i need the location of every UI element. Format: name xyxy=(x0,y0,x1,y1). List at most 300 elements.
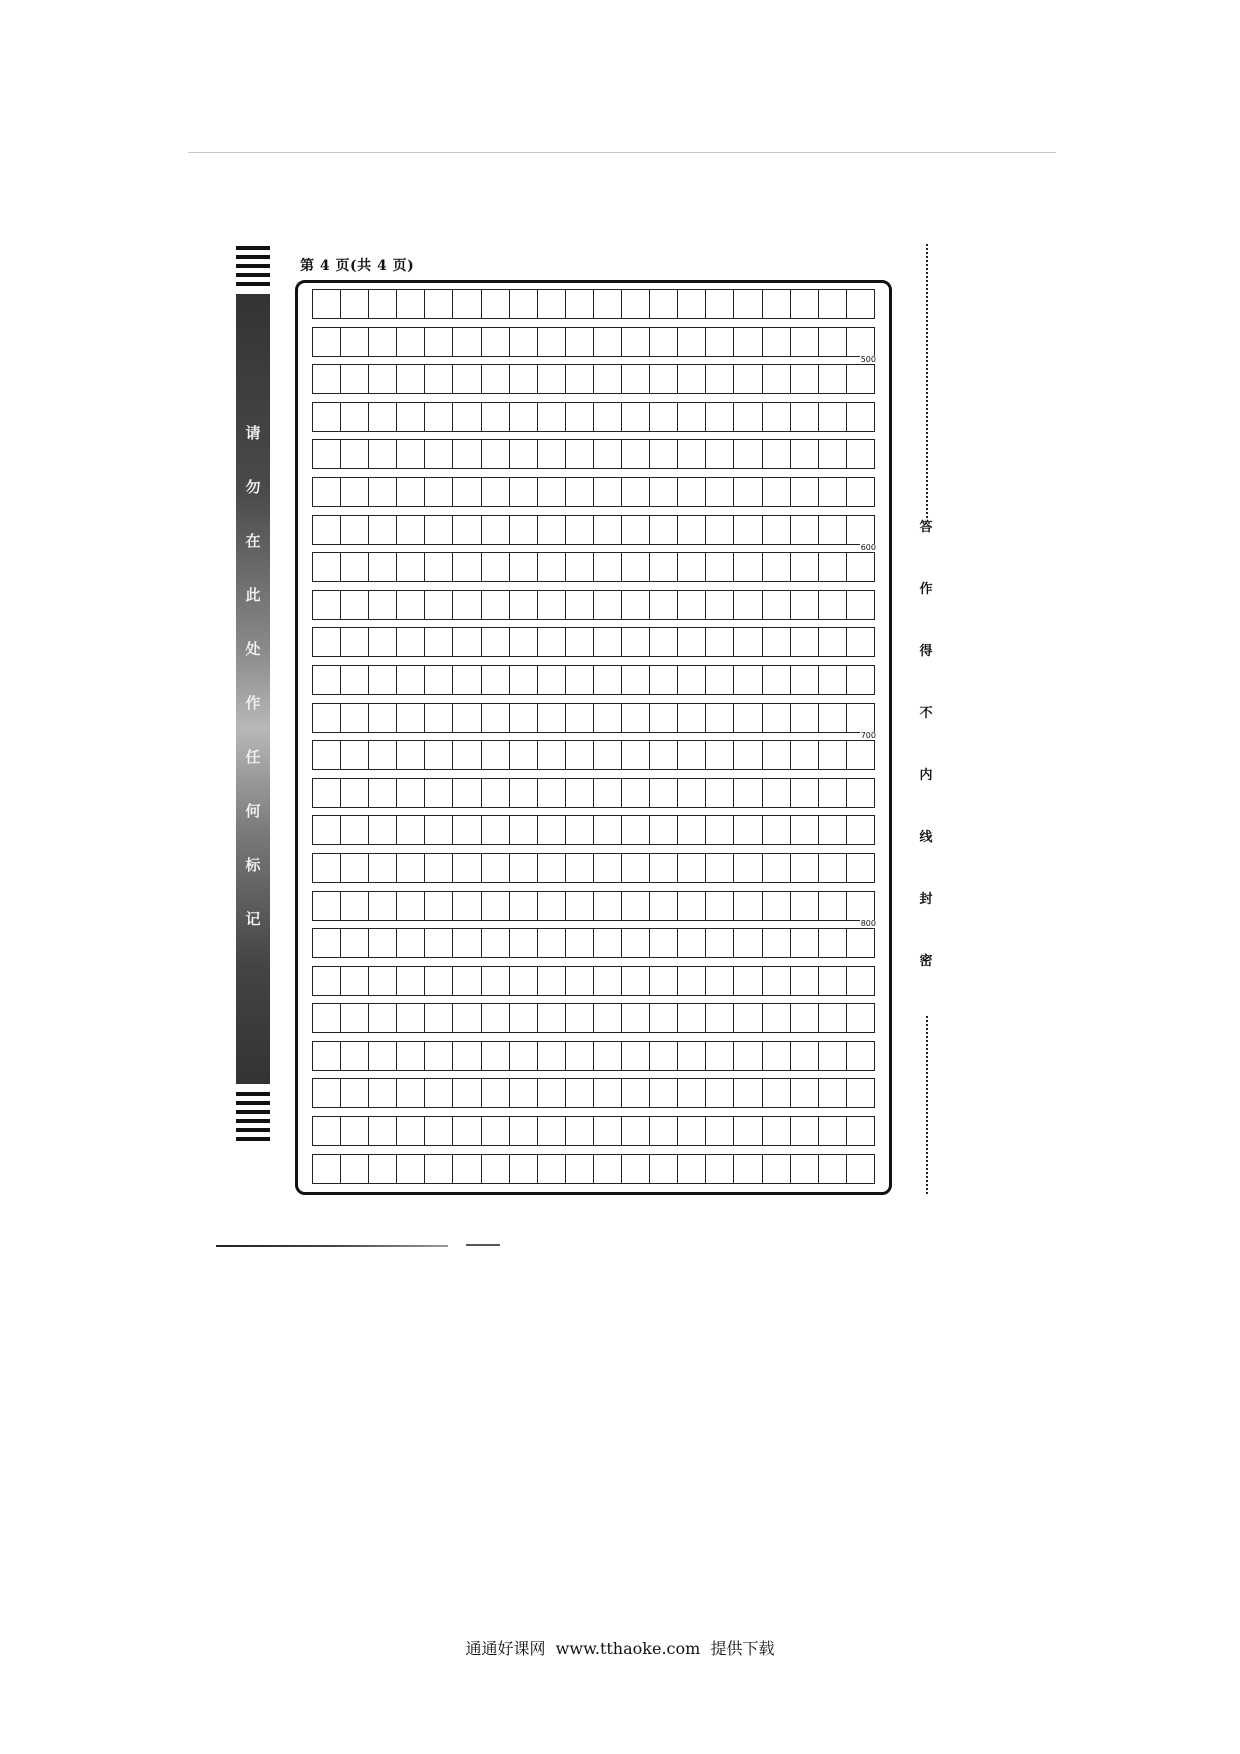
writing-cell[interactable] xyxy=(677,1117,705,1145)
writing-cell[interactable] xyxy=(452,892,480,920)
writing-cell[interactable] xyxy=(424,328,452,356)
writing-cell[interactable] xyxy=(452,591,480,619)
writing-cell[interactable] xyxy=(565,816,593,844)
writing-cell[interactable] xyxy=(733,628,761,656)
writing-cell[interactable] xyxy=(396,1004,424,1032)
writing-cell[interactable] xyxy=(340,1042,368,1070)
writing-cell[interactable] xyxy=(537,516,565,544)
writing-cell[interactable] xyxy=(452,290,480,318)
writing-cell[interactable] xyxy=(565,365,593,393)
writing-cell[interactable] xyxy=(481,1079,509,1107)
writing-cell[interactable] xyxy=(846,403,875,431)
writing-cell[interactable] xyxy=(424,628,452,656)
writing-cell[interactable] xyxy=(396,328,424,356)
writing-cell[interactable] xyxy=(818,478,846,506)
writing-cell[interactable] xyxy=(312,1155,340,1183)
writing-cell[interactable] xyxy=(509,666,537,694)
writing-cell[interactable] xyxy=(368,1004,396,1032)
writing-cell[interactable] xyxy=(509,1155,537,1183)
writing-cell[interactable] xyxy=(705,704,733,732)
writing-cell[interactable] xyxy=(537,403,565,431)
writing-cell[interactable] xyxy=(621,628,649,656)
writing-cell[interactable] xyxy=(368,779,396,807)
writing-cell[interactable] xyxy=(312,478,340,506)
writing-cell[interactable] xyxy=(481,1155,509,1183)
writing-cell[interactable] xyxy=(340,553,368,581)
writing-cell[interactable] xyxy=(368,1079,396,1107)
writing-cell[interactable] xyxy=(340,854,368,882)
writing-cell[interactable] xyxy=(593,854,621,882)
writing-cell[interactable] xyxy=(677,892,705,920)
writing-cell[interactable] xyxy=(565,290,593,318)
writing-cell[interactable] xyxy=(396,553,424,581)
writing-cell[interactable] xyxy=(733,403,761,431)
writing-cell[interactable] xyxy=(790,403,818,431)
writing-cell[interactable] xyxy=(509,290,537,318)
writing-cell[interactable] xyxy=(396,591,424,619)
writing-cell[interactable] xyxy=(677,929,705,957)
writing-cell[interactable] xyxy=(593,741,621,769)
writing-cell[interactable] xyxy=(733,365,761,393)
writing-cell[interactable] xyxy=(424,666,452,694)
writing-cell[interactable] xyxy=(818,967,846,995)
writing-cell[interactable] xyxy=(396,290,424,318)
writing-cell[interactable] xyxy=(762,403,790,431)
writing-cell[interactable] xyxy=(396,704,424,732)
writing-cell[interactable] xyxy=(649,779,677,807)
writing-cell[interactable] xyxy=(396,1042,424,1070)
writing-cell[interactable] xyxy=(677,1042,705,1070)
writing-cell[interactable] xyxy=(452,967,480,995)
writing-cell[interactable] xyxy=(565,854,593,882)
writing-cell[interactable] xyxy=(846,1042,875,1070)
writing-cell[interactable] xyxy=(593,1117,621,1145)
writing-cell[interactable] xyxy=(621,929,649,957)
writing-cell[interactable] xyxy=(452,779,480,807)
writing-cell[interactable] xyxy=(649,591,677,619)
writing-cell[interactable] xyxy=(649,1155,677,1183)
writing-cell[interactable] xyxy=(424,1042,452,1070)
writing-cell[interactable] xyxy=(452,929,480,957)
writing-cell[interactable] xyxy=(396,854,424,882)
writing-cell[interactable] xyxy=(649,440,677,468)
writing-cell[interactable] xyxy=(762,854,790,882)
writing-cell[interactable] xyxy=(649,1117,677,1145)
writing-cell[interactable] xyxy=(677,516,705,544)
writing-cell[interactable] xyxy=(846,967,875,995)
writing-cell[interactable] xyxy=(312,591,340,619)
writing-cell[interactable] xyxy=(396,892,424,920)
writing-cell[interactable] xyxy=(593,516,621,544)
writing-cell[interactable] xyxy=(481,478,509,506)
writing-cell[interactable] xyxy=(593,553,621,581)
writing-cell[interactable] xyxy=(846,516,875,544)
writing-cell[interactable] xyxy=(762,290,790,318)
writing-cell[interactable] xyxy=(368,741,396,769)
writing-cell[interactable] xyxy=(733,478,761,506)
writing-cell[interactable] xyxy=(312,290,340,318)
writing-cell[interactable] xyxy=(424,704,452,732)
writing-cell[interactable] xyxy=(481,967,509,995)
writing-cell[interactable] xyxy=(340,403,368,431)
writing-cell[interactable] xyxy=(396,1117,424,1145)
writing-cell[interactable] xyxy=(818,1004,846,1032)
writing-cell[interactable] xyxy=(621,478,649,506)
writing-cell[interactable] xyxy=(705,816,733,844)
writing-cell[interactable] xyxy=(452,741,480,769)
writing-cell[interactable] xyxy=(368,666,396,694)
writing-cell[interactable] xyxy=(424,741,452,769)
writing-cell[interactable] xyxy=(621,779,649,807)
writing-cell[interactable] xyxy=(621,328,649,356)
writing-cell[interactable] xyxy=(424,1079,452,1107)
writing-cell[interactable] xyxy=(790,1155,818,1183)
writing-cell[interactable] xyxy=(818,1079,846,1107)
writing-cell[interactable] xyxy=(368,1042,396,1070)
writing-cell[interactable] xyxy=(368,478,396,506)
writing-cell[interactable] xyxy=(790,478,818,506)
writing-cell[interactable] xyxy=(424,1155,452,1183)
writing-cell[interactable] xyxy=(396,478,424,506)
writing-cell[interactable] xyxy=(509,892,537,920)
writing-cell[interactable] xyxy=(733,440,761,468)
writing-cell[interactable] xyxy=(565,779,593,807)
writing-cell[interactable] xyxy=(790,516,818,544)
writing-cell[interactable] xyxy=(509,1042,537,1070)
writing-cell[interactable] xyxy=(312,929,340,957)
writing-cell[interactable] xyxy=(593,628,621,656)
writing-cell[interactable] xyxy=(312,967,340,995)
writing-cell[interactable] xyxy=(649,403,677,431)
writing-cell[interactable] xyxy=(677,1004,705,1032)
writing-cell[interactable] xyxy=(368,403,396,431)
writing-cell[interactable] xyxy=(312,816,340,844)
writing-cell[interactable] xyxy=(452,478,480,506)
writing-cell[interactable] xyxy=(621,1042,649,1070)
writing-cell[interactable] xyxy=(424,967,452,995)
writing-cell[interactable] xyxy=(705,553,733,581)
writing-cell[interactable] xyxy=(452,854,480,882)
writing-cell[interactable] xyxy=(733,1004,761,1032)
writing-cell[interactable] xyxy=(396,929,424,957)
writing-cell[interactable] xyxy=(565,1004,593,1032)
writing-cell[interactable] xyxy=(790,741,818,769)
writing-cell[interactable] xyxy=(733,816,761,844)
writing-cell[interactable] xyxy=(537,328,565,356)
writing-cell[interactable] xyxy=(593,816,621,844)
writing-cell[interactable] xyxy=(396,1155,424,1183)
writing-cell[interactable] xyxy=(593,478,621,506)
writing-cell[interactable] xyxy=(368,628,396,656)
writing-cell[interactable] xyxy=(677,1155,705,1183)
writing-cell[interactable] xyxy=(368,854,396,882)
writing-cell[interactable] xyxy=(846,591,875,619)
writing-cell[interactable] xyxy=(846,892,875,920)
writing-cell[interactable] xyxy=(677,290,705,318)
writing-cell[interactable] xyxy=(565,967,593,995)
writing-cell[interactable] xyxy=(565,516,593,544)
writing-cell[interactable] xyxy=(649,328,677,356)
writing-cell[interactable] xyxy=(509,779,537,807)
writing-cell[interactable] xyxy=(452,516,480,544)
writing-cell[interactable] xyxy=(396,516,424,544)
writing-cell[interactable] xyxy=(396,1079,424,1107)
writing-cell[interactable] xyxy=(790,440,818,468)
writing-cell[interactable] xyxy=(368,816,396,844)
writing-cell[interactable] xyxy=(677,328,705,356)
writing-cell[interactable] xyxy=(452,440,480,468)
writing-cell[interactable] xyxy=(565,666,593,694)
writing-cell[interactable] xyxy=(593,1079,621,1107)
writing-cell[interactable] xyxy=(312,1004,340,1032)
writing-cell[interactable] xyxy=(621,403,649,431)
writing-cell[interactable] xyxy=(846,628,875,656)
writing-cell[interactable] xyxy=(593,666,621,694)
writing-cell[interactable] xyxy=(537,929,565,957)
writing-cell[interactable] xyxy=(818,365,846,393)
writing-cell[interactable] xyxy=(424,290,452,318)
writing-cell[interactable] xyxy=(649,854,677,882)
writing-cell[interactable] xyxy=(621,1117,649,1145)
writing-cell[interactable] xyxy=(509,854,537,882)
writing-cell[interactable] xyxy=(818,290,846,318)
writing-cell[interactable] xyxy=(312,666,340,694)
writing-cell[interactable] xyxy=(621,553,649,581)
writing-cell[interactable] xyxy=(509,1079,537,1107)
writing-cell[interactable] xyxy=(424,516,452,544)
writing-cell[interactable] xyxy=(312,328,340,356)
writing-cell[interactable] xyxy=(368,516,396,544)
writing-cell[interactable] xyxy=(368,1155,396,1183)
writing-cell[interactable] xyxy=(649,478,677,506)
writing-cell[interactable] xyxy=(762,1155,790,1183)
writing-cell[interactable] xyxy=(649,967,677,995)
writing-cell[interactable] xyxy=(621,741,649,769)
writing-cell[interactable] xyxy=(593,1004,621,1032)
writing-cell[interactable] xyxy=(762,440,790,468)
writing-cell[interactable] xyxy=(340,1004,368,1032)
writing-cell[interactable] xyxy=(340,929,368,957)
writing-cell[interactable] xyxy=(340,892,368,920)
writing-cell[interactable] xyxy=(621,516,649,544)
writing-cell[interactable] xyxy=(846,290,875,318)
writing-cell[interactable] xyxy=(312,1117,340,1145)
writing-cell[interactable] xyxy=(565,741,593,769)
writing-cell[interactable] xyxy=(312,440,340,468)
writing-cell[interactable] xyxy=(846,929,875,957)
writing-cell[interactable] xyxy=(790,779,818,807)
writing-cell[interactable] xyxy=(790,1117,818,1145)
writing-cell[interactable] xyxy=(733,516,761,544)
writing-cell[interactable] xyxy=(733,666,761,694)
writing-cell[interactable] xyxy=(424,403,452,431)
writing-cell[interactable] xyxy=(677,403,705,431)
writing-cell[interactable] xyxy=(452,1079,480,1107)
writing-cell[interactable] xyxy=(705,854,733,882)
writing-cell[interactable] xyxy=(649,741,677,769)
writing-cell[interactable] xyxy=(424,892,452,920)
writing-cell[interactable] xyxy=(733,591,761,619)
writing-cell[interactable] xyxy=(368,328,396,356)
writing-cell[interactable] xyxy=(733,967,761,995)
writing-cell[interactable] xyxy=(481,365,509,393)
writing-cell[interactable] xyxy=(340,779,368,807)
writing-cell[interactable] xyxy=(762,704,790,732)
writing-cell[interactable] xyxy=(621,1079,649,1107)
writing-cell[interactable] xyxy=(312,704,340,732)
writing-cell[interactable] xyxy=(312,553,340,581)
writing-cell[interactable] xyxy=(452,553,480,581)
writing-cell[interactable] xyxy=(677,1079,705,1107)
writing-cell[interactable] xyxy=(621,591,649,619)
writing-cell[interactable] xyxy=(705,1079,733,1107)
writing-cell[interactable] xyxy=(762,1079,790,1107)
writing-cell[interactable] xyxy=(677,704,705,732)
writing-cell[interactable] xyxy=(368,704,396,732)
writing-cell[interactable] xyxy=(649,816,677,844)
writing-cell[interactable] xyxy=(705,892,733,920)
writing-cell[interactable] xyxy=(340,967,368,995)
writing-cell[interactable] xyxy=(733,1079,761,1107)
writing-cell[interactable] xyxy=(649,1004,677,1032)
writing-cell[interactable] xyxy=(509,516,537,544)
writing-cell[interactable] xyxy=(733,290,761,318)
writing-cell[interactable] xyxy=(818,1042,846,1070)
writing-cell[interactable] xyxy=(733,328,761,356)
writing-cell[interactable] xyxy=(818,1155,846,1183)
writing-cell[interactable] xyxy=(621,440,649,468)
writing-cell[interactable] xyxy=(312,854,340,882)
writing-cell[interactable] xyxy=(312,892,340,920)
writing-cell[interactable] xyxy=(818,892,846,920)
writing-cell[interactable] xyxy=(537,365,565,393)
writing-cell[interactable] xyxy=(733,704,761,732)
writing-cell[interactable] xyxy=(762,516,790,544)
writing-cell[interactable] xyxy=(621,967,649,995)
writing-cell[interactable] xyxy=(762,628,790,656)
writing-cell[interactable] xyxy=(846,854,875,882)
writing-cell[interactable] xyxy=(368,1117,396,1145)
writing-cell[interactable] xyxy=(593,892,621,920)
writing-cell[interactable] xyxy=(340,1155,368,1183)
writing-cell[interactable] xyxy=(509,929,537,957)
writing-cell[interactable] xyxy=(818,816,846,844)
writing-cell[interactable] xyxy=(593,403,621,431)
writing-cell[interactable] xyxy=(677,779,705,807)
writing-cell[interactable] xyxy=(705,1004,733,1032)
writing-cell[interactable] xyxy=(705,290,733,318)
writing-cell[interactable] xyxy=(593,967,621,995)
writing-cell[interactable] xyxy=(621,704,649,732)
writing-cell[interactable] xyxy=(509,1117,537,1145)
writing-cell[interactable] xyxy=(565,1155,593,1183)
writing-cell[interactable] xyxy=(481,403,509,431)
writing-cell[interactable] xyxy=(790,1079,818,1107)
writing-cell[interactable] xyxy=(705,1042,733,1070)
writing-cell[interactable] xyxy=(368,929,396,957)
writing-cell[interactable] xyxy=(424,440,452,468)
writing-cell[interactable] xyxy=(396,365,424,393)
writing-cell[interactable] xyxy=(790,290,818,318)
writing-cell[interactable] xyxy=(649,666,677,694)
writing-cell[interactable] xyxy=(733,741,761,769)
writing-cell[interactable] xyxy=(649,365,677,393)
writing-cell[interactable] xyxy=(340,666,368,694)
writing-cell[interactable] xyxy=(481,816,509,844)
writing-cell[interactable] xyxy=(340,365,368,393)
writing-cell[interactable] xyxy=(368,553,396,581)
writing-cell[interactable] xyxy=(509,553,537,581)
writing-cell[interactable] xyxy=(481,1117,509,1145)
writing-cell[interactable] xyxy=(565,553,593,581)
writing-cell[interactable] xyxy=(593,1042,621,1070)
writing-cell[interactable] xyxy=(424,1117,452,1145)
writing-cell[interactable] xyxy=(846,1004,875,1032)
writing-cell[interactable] xyxy=(621,290,649,318)
writing-cell[interactable] xyxy=(790,1042,818,1070)
writing-cell[interactable] xyxy=(846,478,875,506)
writing-cell[interactable] xyxy=(649,553,677,581)
writing-cell[interactable] xyxy=(509,328,537,356)
writing-cell[interactable] xyxy=(537,290,565,318)
writing-cell[interactable] xyxy=(621,666,649,694)
writing-cell[interactable] xyxy=(481,1042,509,1070)
writing-cell[interactable] xyxy=(790,854,818,882)
writing-cell[interactable] xyxy=(733,892,761,920)
writing-cell[interactable] xyxy=(677,553,705,581)
writing-cell[interactable] xyxy=(677,854,705,882)
writing-cell[interactable] xyxy=(705,628,733,656)
writing-cell[interactable] xyxy=(705,365,733,393)
writing-cell[interactable] xyxy=(790,365,818,393)
writing-cell[interactable] xyxy=(537,1079,565,1107)
writing-cell[interactable] xyxy=(424,1004,452,1032)
writing-cell[interactable] xyxy=(762,365,790,393)
writing-cell[interactable] xyxy=(790,628,818,656)
writing-cell[interactable] xyxy=(733,553,761,581)
writing-cell[interactable] xyxy=(340,440,368,468)
writing-cell[interactable] xyxy=(593,779,621,807)
writing-cell[interactable] xyxy=(565,929,593,957)
writing-cell[interactable] xyxy=(537,553,565,581)
writing-cell[interactable] xyxy=(481,440,509,468)
writing-cell[interactable] xyxy=(481,1004,509,1032)
writing-cell[interactable] xyxy=(621,1004,649,1032)
writing-cell[interactable] xyxy=(790,1004,818,1032)
writing-cell[interactable] xyxy=(677,666,705,694)
writing-cell[interactable] xyxy=(846,704,875,732)
writing-cell[interactable] xyxy=(396,440,424,468)
writing-cell[interactable] xyxy=(452,1155,480,1183)
writing-cell[interactable] xyxy=(537,741,565,769)
writing-cell[interactable] xyxy=(565,1042,593,1070)
writing-cell[interactable] xyxy=(537,1155,565,1183)
writing-cell[interactable] xyxy=(396,779,424,807)
writing-cell[interactable] xyxy=(593,1155,621,1183)
writing-cell[interactable] xyxy=(565,478,593,506)
writing-cell[interactable] xyxy=(424,553,452,581)
writing-cell[interactable] xyxy=(509,967,537,995)
writing-cell[interactable] xyxy=(762,591,790,619)
writing-cell[interactable] xyxy=(340,328,368,356)
writing-cell[interactable] xyxy=(593,704,621,732)
writing-cell[interactable] xyxy=(705,779,733,807)
writing-cell[interactable] xyxy=(312,779,340,807)
writing-cell[interactable] xyxy=(368,591,396,619)
writing-cell[interactable] xyxy=(705,440,733,468)
writing-cell[interactable] xyxy=(762,892,790,920)
writing-cell[interactable] xyxy=(818,779,846,807)
